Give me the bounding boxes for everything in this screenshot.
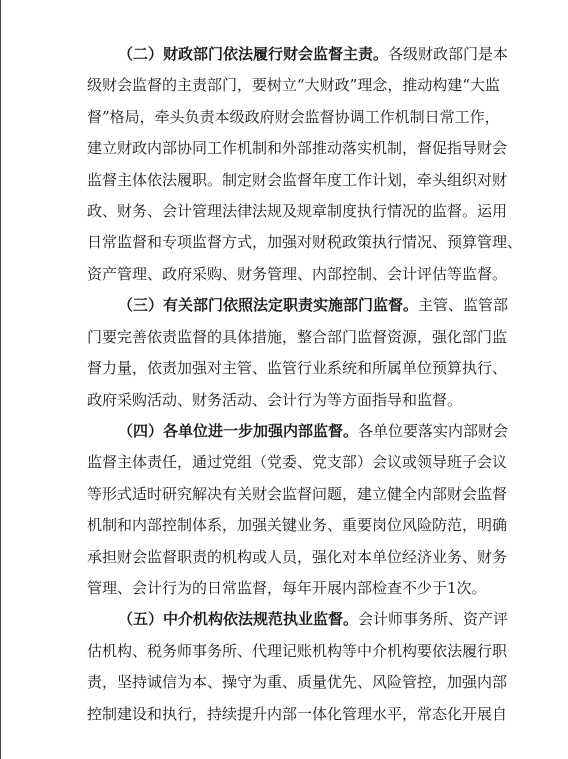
paragraph-3-heading: （三）有关部门依照法定职责实施部门监督。 (118, 296, 419, 314)
paragraph-5-line-3: 责，坚持诚信为本、操守为重、质量优先、风险管控，加强内部 (87, 673, 508, 691)
paragraph-3-text: 主管、监管部 (418, 296, 509, 314)
paragraph-2-line-2: 级财会监督的主责部门，要树立“大财政”理念，推动构建“大监 (87, 76, 501, 94)
paragraph-4-line-5: 承担财会监督职责的机构或人员，强化对本单位经济业务、财务 (87, 548, 508, 566)
paragraph-5-line-2: 估机构、税务师事务所、代理记账机构等中介机构要依法履行职 (87, 642, 508, 660)
paragraph-4-line-2: 监督主体责任，通过党组（党委、党支部）会议或领导班子会议 (87, 453, 508, 471)
paragraph-3-line-1 (118, 295, 509, 315)
paragraph-5-heading: （五）中介机构依法规范执业监督。 (118, 610, 359, 628)
paragraph-2-line-6: 政、财务、会计管理法律法规及规章制度执行情况的监督。运用 (87, 202, 508, 220)
paragraph-3-line-4: 政府采购活动、财务活动、会计行为等方面指导和监督。 (87, 391, 463, 409)
paragraph-2-line-8: 资产管理、政府采购、财务管理、内部控制、会计评估等监督。 (87, 265, 508, 283)
page-left-border (0, 0, 1, 759)
paragraph-4-line-4: 机制和内部控制体系，加强关键业务、重要岗位风险防范，明确 (87, 516, 508, 534)
paragraph-4-line-1 (118, 421, 509, 441)
paragraph-2-text: 各级财政部门是本 (388, 45, 509, 63)
paragraph-4-line-6: 管理、会计行为的日常监督，每年开展内部检查不少于1次。 (87, 579, 487, 597)
paragraph-2-line-1 (118, 44, 509, 64)
paragraph-3-line-3: 督力量，依责加强对主管、监管行业系统和所属单位预算执行、 (87, 359, 508, 377)
paragraph-2-line-7: 日常监督和专项监督方式，加强对财税政策执行情况、预算管理、 (87, 233, 523, 251)
paragraph-4-text: 各单位要落实内部财会 (358, 422, 509, 440)
paragraph-3-line-2: 门要完善依责监督的具体措施，整合部门监督资源，强化部门监 (87, 328, 508, 346)
paragraph-2-heading: （二）财政部门依法履行财会监督主责。 (118, 45, 389, 63)
paragraph-2-line-3: 督”格局，牵头负责本级政府财会监督协调工作机制日常工作， (87, 108, 500, 126)
paragraph-5-text: 会计师事务所、资产评 (358, 610, 509, 628)
paragraph-4-line-3: 等形式适时研究解决有关财会监督问题，建立健全内部财会监督 (87, 485, 508, 503)
paragraph-5-line-1 (118, 609, 509, 629)
paragraph-4-heading: （四）各单位进一步加强内部监督。 (118, 422, 359, 440)
paragraph-5-line-4: 控制建设和执行，持续提升内部一体化管理水平，常态化开展自 (87, 705, 508, 723)
paragraph-2-line-5: 监督主体依法履职。制定财会监督年度工作计划，牵头组织对财 (87, 171, 508, 189)
paragraph-2-line-4: 建立财政内部协同工作机制和外部推动落实机制，督促指导财会 (87, 139, 508, 157)
